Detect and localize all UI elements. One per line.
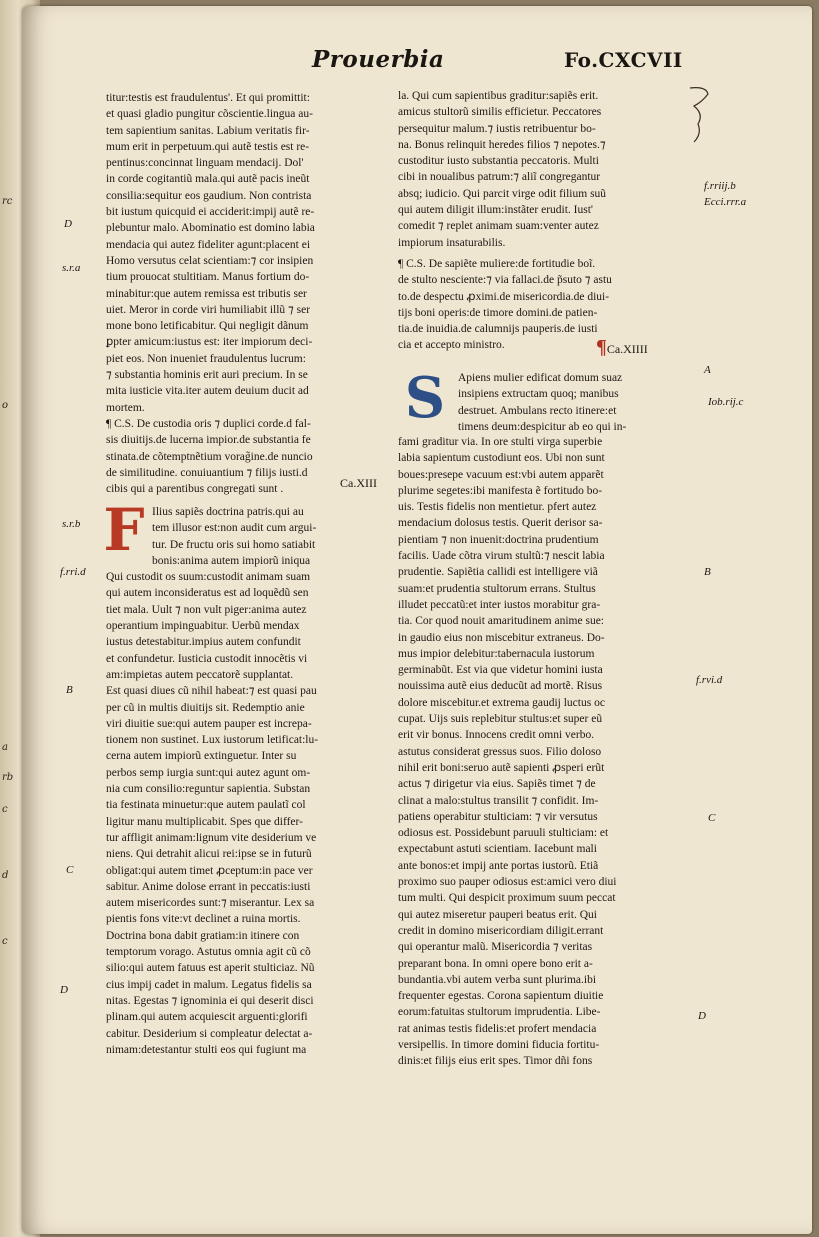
text-line: absq; iudicio. Qui parcit virge odit filium suũ [398, 187, 607, 200]
text-line: tem illusor est:non audit cum argui- [152, 522, 317, 535]
text-line: mus impior delebitur:tabernacula iustorum [398, 647, 595, 660]
left-column-lower [106, 504, 382, 1058]
text-line: amicus stultorũ similis efficietur. Peccatores [398, 106, 602, 119]
text-line: frequenter egestas. Corona sapientum diuitie [398, 990, 604, 1003]
text-line: tiet mala. Uult ⁊ non vult piger:anima autez [106, 603, 307, 616]
text-line: mendacium dolosus testis. Querit derisor sa- [398, 517, 603, 530]
text-line: custoditur iusto substantia peccatoris. Multi [398, 155, 599, 168]
text-line: plinam.qui autem acquiescit arguenti:glorifi [106, 1011, 308, 1024]
text-line: et quasi gladio pungitur cõscientie.lingua au- [106, 108, 313, 121]
text-line: nimam:detestantur stulti eos qui fugiunt ma [106, 1043, 307, 1056]
text-line: to.de despectu ꝓximi.de misericordia.de diui- [398, 290, 610, 303]
text-line: perbos semp iurgia sunt:qui autez agunt om- [106, 766, 311, 779]
folio-number: Fo.CXCVII [564, 48, 683, 72]
text-line: tionem non sustinet. Lux iustorum letificat:lu- [106, 734, 319, 747]
chapter-heading-text: Ca.XIIII [606, 342, 648, 356]
text-line: pientis fons vite:vt declinet a ruina mortis. [106, 913, 301, 926]
text-line: nitas. Egestas ⁊ ignominia ei qui deserit disci [106, 994, 314, 1007]
text-line: Apiens mulier edificat domum suaz [458, 372, 623, 384]
text-line: Qui custodit os suum:custodit animam suam [106, 571, 311, 584]
text-line: tum multi. Qui despicit proximum suum peccat [398, 892, 616, 905]
text-line: fami graditur via. In ore stulti virga superbie [398, 436, 603, 448]
text-line: cupat. Uijs suis replebitur stultus:et super eũ [398, 713, 603, 726]
text-line: autem misericordes sunt:⁊ miserantur. Lex sa [106, 897, 315, 910]
text-line: bonis:anima autem impiorũ iniqua [152, 554, 311, 567]
text-line: in corde cogitantiũ mala.qui autẽ pacis ineũt [106, 173, 310, 186]
text-line: sis diuitijs.de lucerna impior.de substantia fe [106, 434, 311, 447]
text-line: clinat a malo:stultus transilit ⁊ confidit. Im- [398, 794, 599, 807]
text-line: bundantia.vbi autem verba sunt plurima.ibi [398, 973, 597, 986]
text-line: na. Bonus relinquit heredes filios ⁊ nepotes.⁊ [398, 138, 606, 151]
margin-note: D [698, 1010, 706, 1022]
facing-page-fragment: rb [2, 772, 14, 783]
text-line: illudet peccatũ:et inter iustos morabitur gra- [398, 598, 601, 611]
facing-page-fragment: c [2, 936, 8, 947]
text-line: pientiam ⁊ non inuenit:doctrina prudentium [398, 533, 599, 546]
text-line: tia.de inuidia.de calumnijs pauperis.de iusti [398, 323, 598, 336]
text-line: persequitur malum.⁊ iustis retribuentur bo- [398, 122, 596, 135]
text-line: insipiens extructam quoq; manibus [458, 388, 619, 401]
text-line: viri diuitie sue:qui autem pauper est increpa- [106, 717, 312, 730]
text-line: prudentie. Sapiẽtia callidi est intelligere viã [398, 566, 598, 579]
right-column-lower [398, 434, 688, 1070]
text-line: cerna autem impiorũ extinguetur. Inter su [106, 750, 297, 763]
running-header-title: Prouerbia [312, 46, 445, 73]
text-line: plebuntur malo. Abominatio est domino labia [106, 222, 315, 235]
pilcrow-icon: ¶ [596, 336, 607, 358]
text-line: bit iustum quicquid ei acciderit:impij autẽ re- [106, 206, 315, 219]
text-line: dinis:et filijs eius erit spes. Timor dñi fons [398, 1055, 593, 1068]
text-line: tem sapientium sanitas. Labium veritatis fir- [106, 124, 310, 137]
margin-note: f.rvi.d [696, 674, 723, 686]
chapter-heading-13: Ca.XIII [340, 476, 377, 490]
text-line: operantium impinguabitur. Uerbũ mendax [106, 620, 300, 633]
margin-note: f.rri.d [60, 566, 86, 578]
text-line: dolore miscebitur.et extrema gaudij luctus oc [398, 696, 605, 709]
margin-note: C [708, 812, 716, 824]
text-line: ¶ C.S. De sapiẽte muliere:de fortitudie boĩ. [398, 258, 596, 270]
text-line: nihil erit boni:seruo autẽ sapienti ꝓsperi erũt [398, 761, 605, 774]
text-line: Ilius sapiẽs doctrina patris.qui au [152, 506, 304, 518]
text-line: sabitur. Anime dolose errant in peccatis:iusti [106, 880, 311, 893]
facing-page-fragment: a [2, 742, 8, 753]
text-line: ꝑpter amicum:iustus est: iter impiorum deci- [106, 336, 313, 349]
text-line: expectabunt astuti scientiam. Iacebunt mali [398, 843, 597, 856]
text-line: facilis. Uade cõtra virum stultũ:⁊ nescit labia [398, 550, 605, 563]
text-line: uiet. Meror in corde viri humiliabit illũ ⁊ ser [106, 303, 311, 316]
text-line: comedit ⁊ replet animam suam:venter autez [398, 220, 599, 233]
text-line: proximo suo pauper odiosus est:amici vero diui [398, 876, 617, 889]
text-line: qui autem diligit illum:instãter erudit. Iust' [398, 204, 593, 217]
text-line: Doctrina bona dabit gratiam:in itinere con [106, 929, 300, 942]
red-initial-letter: F [103, 496, 145, 564]
handwritten-bracket-mark [688, 84, 712, 144]
text-line: tia festinata minuetur:que autem paulatĩ col [106, 799, 306, 812]
text-line: cia et accepto ministro. [398, 339, 505, 352]
text-line: timens deum:despicitur ab eo qui in- [458, 420, 627, 433]
text-line: Homo versutus celat scientiam:⁊ cor insipien [106, 254, 314, 267]
text-line: tijs boni operis:de timore domini.de patien- [398, 306, 598, 319]
text-line: rat animas testis fidelis:et profert mendacia [398, 1022, 597, 1035]
text-line: mendacia qui autez fideliter agunt:placent ei [106, 238, 311, 251]
text-line: qui operantur malũ. Misericordia ⁊ veritas [398, 941, 593, 954]
left-column-upper [106, 90, 382, 497]
text-line: minabitur:que autem remissa est tributis ser [106, 287, 307, 300]
text-line: uis. Testis fidelis non mentietur. pfert autez [398, 501, 597, 514]
text-line: tia. Cor quod nouit amaritudinem anime sue: [398, 615, 605, 628]
right-column-upper [398, 88, 688, 251]
facing-page-fragment: rc [2, 196, 13, 207]
text-line: odiosus est. Possidebunt paruuli stulticiam: et [398, 827, 609, 840]
text-line: ¶ C.S. De custodia oris ⁊ duplici corde.d fal- [106, 417, 311, 430]
margin-note: s.r.b [62, 518, 81, 530]
text-line: mum erit in perpetuum.qui autẽ testis est re- [106, 140, 310, 153]
text-line: eorum:fatuitas stultorum imprudentia. Libe- [398, 1006, 601, 1019]
facing-page-fragment: d [2, 870, 9, 881]
text-line: niens. Qui detrahit alicui rei:ipse se in futurũ [106, 848, 312, 861]
text-line: et confundetur. Iusticia custodit innocẽtis vi [106, 652, 308, 665]
text-line: pentinus:concinnat linguam mendacij. Dol' [106, 157, 304, 170]
text-line: de stulto nesciente:⁊ via fallaci.de p̃suto ⁊ astu [398, 274, 612, 287]
text-line: plurime segetes:ibi manifesta ẽ fortitudo bo- [398, 484, 603, 497]
text-line: cabitur. Desiderium si compleatur delectat a- [106, 1027, 313, 1040]
text-line: temptorum vorago. Astutus omnia agit cũ cõ [106, 946, 311, 959]
text-line: credit in domino misericordiam diligit.errant [398, 924, 604, 937]
text-line: qui autem inconsideratus est ad loquẽdũ sen [106, 587, 309, 600]
text-line: mone bono letificabitur. Qui negligit dãnum [106, 320, 309, 333]
margin-note: A [704, 364, 711, 376]
text-line: am:impietas autem peccatorẽ supplantat. [106, 668, 294, 681]
text-line: piet eos. Non inueniet fraudulentus lucrum: [106, 352, 306, 365]
text-line: cibi in noualibus patrum:⁊ aliĩ congregantur [398, 171, 601, 184]
text-line: ligitur manu multiplicabit. Spes que differ- [106, 815, 303, 828]
margin-note: B [66, 684, 73, 696]
margin-note: Iob.rij.c [708, 396, 744, 408]
text-line: astutus considerat gressus suos. Filio doloso [398, 745, 602, 758]
text-line: actus ⁊ dirigetur via eius. Sapiẽs timet ⁊ de [398, 778, 596, 791]
text-line: la. Qui cum sapientibus graditur:sapiẽs erit. [398, 90, 599, 102]
right-column-chapter-opening [458, 370, 688, 435]
text-line: Est quasi diues cũ nihil habeat:⁊ est quasi pau [106, 685, 317, 698]
text-line: nia cum consilio:reguntur sapientia. Substan [106, 783, 311, 796]
text-line: per cũ in multis diuitijs sit. Redemptio anie [106, 701, 305, 714]
text-line: germinabũt. Est via que videtur homini iusta [398, 664, 603, 677]
margin-note: D [64, 218, 72, 230]
text-line: iustus detestabitur.impius autem confundit [106, 636, 301, 649]
text-line: tur affligit animam:lignum vite desiderium ve [106, 831, 317, 844]
chapter-heading-14 [596, 336, 648, 359]
text-line: labia sapientum custodiunt eos. Ubi non sunt [398, 452, 605, 465]
text-line: nouissima autẽ eius deducũt ad mortẽ. Risus [398, 680, 603, 693]
text-line: versipellis. In timore domini fiducia fortitu- [398, 1038, 600, 1051]
text-line: erit vir bonus. Innocens credit omni verbo. [398, 729, 595, 742]
text-line: tium prouocat stultitiam. Manus fortium do- [106, 271, 310, 284]
text-line: consilia:sequitur eos gaudium. Non contrista [106, 189, 312, 202]
text-line: boues:presepe vacuum est:vbi autem apparẽt [398, 468, 604, 481]
facing-page-fragment: c [2, 804, 8, 815]
text-line: stinata.de cõtemptnẽtium vorag̃ine.de nuncio [106, 450, 313, 463]
text-line: impiorum insaturabilis. [398, 236, 506, 249]
text-line: in gaudio eius non miscebitur extraneus. Do- [398, 631, 605, 644]
text-line: titur:testis est fraudulentus'. Et qui promittit: [106, 92, 310, 104]
text-line: mortem. [106, 401, 145, 414]
text-line: mita iusticie vita.iter autem deuium ducit ad [106, 385, 309, 398]
text-line: de similitudine. conuiuantium ⁊ filijs iusti.d [106, 466, 308, 479]
margin-note: B [704, 566, 711, 578]
text-line: tur. De fructu oris sui homo satiabit [152, 538, 316, 551]
margin-note: C [66, 864, 74, 876]
text-line: cibis qui a parentibus congregati sunt . [106, 483, 284, 496]
text-line: qui autez miseretur pauperi beatus erit. Qui [398, 908, 597, 921]
text-line: preparant bona. In omni opere bono erit a- [398, 957, 593, 970]
text-line: obligat:qui autem timet ꝓceptum:in pace ver [106, 864, 313, 877]
text-line: patiens operabitur stulticiam: ⁊ vir versutus [398, 810, 598, 823]
margin-note: s.r.a [62, 262, 81, 274]
text-line: suam:et prudentia stultorum errans. Stultus [398, 582, 596, 595]
text-line: destruet. Ambulans recto itinere:et [458, 404, 617, 417]
margin-note: f.rriij.b [704, 180, 736, 192]
facing-page-fragment: o [2, 400, 9, 411]
text-line: ante bonos:et impij ante portas iustorũ. Etiã [398, 859, 599, 872]
margin-note: Ecci.rrr.a [704, 196, 747, 208]
text-line: cius impij cadet in malum. Legatus fidelis sa [106, 978, 312, 991]
text-line: ⁊ substantia hominis erit auri precium. In se [106, 369, 308, 382]
margin-note: D [60, 984, 68, 996]
text-line: silio:qui autem fatuus est aperit stulticiaz. Nũ [106, 962, 315, 975]
blue-initial-letter: S [404, 365, 446, 431]
